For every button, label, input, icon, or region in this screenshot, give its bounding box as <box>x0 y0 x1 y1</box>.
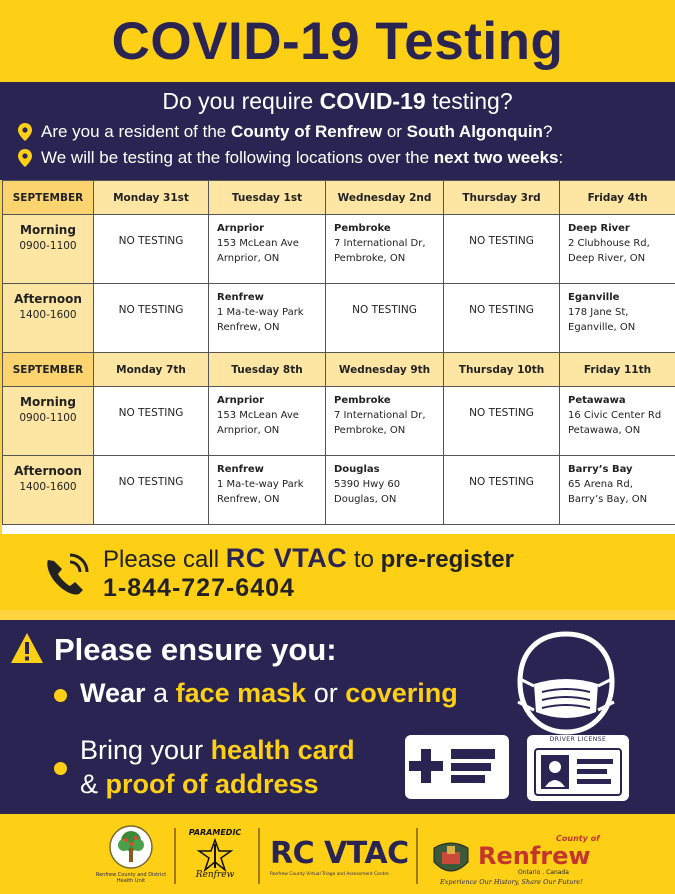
location-cell <box>209 215 326 284</box>
license-label: DRIVER LICENSE <box>549 736 607 743</box>
slot-time: 1400-1600 <box>19 309 77 321</box>
no-testing-cell: NO TESTING <box>444 284 560 353</box>
location-name: Douglas <box>334 464 380 475</box>
location-address: 65 Arena Rd, <box>568 479 633 490</box>
location-cell <box>326 215 444 284</box>
location-cell <box>326 387 444 456</box>
location-city: Renfrew, ON <box>217 494 280 505</box>
location-city: Petawawa, ON <box>568 425 641 436</box>
location-name: Eganville <box>568 292 620 303</box>
location-name: Deep River <box>568 223 630 234</box>
renfrew-logo-text: Renfrew <box>478 842 591 870</box>
location-city: Pembroke, ON <box>334 253 406 264</box>
mask-requirement: Wear a face mask or covering <box>80 678 458 708</box>
phone-icon <box>42 552 92 598</box>
day-header: Monday 31st <box>94 181 209 215</box>
location-name: Barry’s Bay <box>568 464 633 475</box>
location-name: Pembroke <box>334 395 391 406</box>
location-name: Renfrew <box>217 292 264 303</box>
location-address: 16 Civic Center Rd <box>568 410 662 421</box>
location-city: Barry’s Bay, ON <box>568 494 648 505</box>
ensure-block <box>0 620 675 814</box>
slot-time: 1400-1600 <box>19 481 77 493</box>
day-header: Thursday 10th <box>444 353 560 387</box>
location-city: Renfrew, ON <box>217 322 280 333</box>
location-name: Arnprior <box>217 395 265 406</box>
day-header: Friday 4th <box>560 181 675 215</box>
month-label: SEPTEMBER <box>3 353 94 387</box>
no-testing-cell: NO TESTING <box>444 456 560 525</box>
slot-name: Morning <box>20 223 76 237</box>
location-pin-icon <box>18 123 32 141</box>
location-name: Petawawa <box>568 395 626 406</box>
schedule-table <box>2 180 675 525</box>
afternoon-row <box>3 284 675 353</box>
health-unit-logo <box>108 824 154 870</box>
day-header: Friday 11th <box>560 353 675 387</box>
slot-label <box>3 284 94 353</box>
slot-time: 0900-1100 <box>19 240 77 252</box>
testing-locations-note: We will be testing at the following locations over the next two weeks : <box>18 148 563 168</box>
afternoon-row <box>3 456 675 525</box>
location-cell <box>209 284 326 353</box>
slot-label <box>3 215 94 284</box>
id-card-icon <box>525 733 631 803</box>
location-address: 5390 Hwy 60 <box>334 479 401 490</box>
no-testing-cell: NO TESTING <box>444 215 560 284</box>
slot-label <box>3 456 94 525</box>
no-testing-cell: NO TESTING <box>94 387 209 456</box>
day-header: Wednesday 9th <box>326 353 444 387</box>
slot-name: Afternoon <box>14 464 82 478</box>
day-header: Tuesday 1st <box>209 181 326 215</box>
question-heading: Do you require COVID-19 testing? <box>162 88 513 114</box>
location-cell <box>560 456 675 525</box>
bullet-icon <box>54 762 67 775</box>
schedule-header-row <box>3 353 675 387</box>
day-header: Tuesday 8th <box>209 353 326 387</box>
health-unit-name: Renfrew County and District Health Unit <box>95 872 167 884</box>
driver-license-icon <box>525 733 631 803</box>
no-testing-cell: NO TESTING <box>94 215 209 284</box>
morning-row <box>3 387 675 456</box>
ontario-canada: Ontario . Canada <box>518 869 569 876</box>
warning-icon <box>10 632 44 664</box>
question-block <box>0 82 675 180</box>
location-name: Renfrew <box>217 464 264 475</box>
county-slogan: Experience Our History, Share Our Future! <box>440 878 583 886</box>
resident-question: Are you a resident of the County of Renfrew or South Algonquin ? <box>18 122 552 142</box>
location-city: Arnprior, ON <box>217 253 280 264</box>
county-of-label: County of <box>556 834 600 843</box>
morning-row <box>3 215 675 284</box>
day-header: Wednesday 2nd <box>326 181 444 215</box>
testing-schedule <box>2 180 675 534</box>
location-address: 153 McLean Ave <box>217 238 299 249</box>
slot-time: 0900-1100 <box>19 412 77 424</box>
location-address: 7 International Dr, <box>334 410 426 421</box>
no-testing-cell: NO TESTING <box>94 456 209 525</box>
no-testing-cell: NO TESTING <box>326 284 444 353</box>
location-cell <box>326 456 444 525</box>
day-header: Monday 7th <box>94 353 209 387</box>
location-city: Pembroke, ON <box>334 425 406 436</box>
location-address: 153 McLean Ave <box>217 410 299 421</box>
paramedic-star-logo <box>194 838 236 872</box>
location-cell <box>209 456 326 525</box>
divider <box>416 828 418 884</box>
slot-name: Afternoon <box>14 292 82 306</box>
county-crest-logo <box>430 836 472 880</box>
location-name: Pembroke <box>334 223 391 234</box>
call-banner <box>0 534 675 610</box>
location-address: 178 Jane St, <box>568 307 629 318</box>
bullet-icon <box>54 689 67 702</box>
location-city: Douglas, ON <box>334 494 397 505</box>
location-city: Arnprior, ON <box>217 425 280 436</box>
health-card-icon <box>403 733 511 801</box>
month-label: SEPTEMBER <box>3 181 94 215</box>
location-cell <box>560 284 675 353</box>
vtac-sub: Renfrew County Virtual Triage and Assessment Centre <box>270 872 389 877</box>
location-cell <box>560 387 675 456</box>
location-name: Arnprior <box>217 223 265 234</box>
schedule-header-row <box>3 181 675 215</box>
no-testing-cell: NO TESTING <box>94 284 209 353</box>
vtac-logo: RC VTAC <box>270 836 409 871</box>
location-city: Deep River, ON <box>568 253 646 264</box>
location-pin-icon <box>18 149 32 167</box>
divider <box>174 828 176 884</box>
face-mask-icon <box>506 628 626 738</box>
paramedic-sub: Renfrew <box>195 870 235 880</box>
location-cell <box>209 387 326 456</box>
call-line: Please call RC VTAC to pre-register <box>103 543 514 573</box>
location-address: 7 International Dr, <box>334 238 426 249</box>
title-banner <box>0 0 675 82</box>
footer-logos <box>0 814 675 894</box>
no-testing-cell: NO TESTING <box>444 387 560 456</box>
ensure-heading: Please ensure you: <box>54 632 337 667</box>
slot-label <box>3 387 94 456</box>
card-requirement: Bring your health card & proof of address <box>80 735 355 799</box>
slot-name: Morning <box>20 395 76 409</box>
paramedic-label: PARAMEDIC <box>188 828 242 837</box>
location-address: 1 Ma-te-way Park <box>217 479 304 490</box>
location-address: 1 Ma-te-way Park <box>217 307 304 318</box>
day-header: Thursday 3rd <box>444 181 560 215</box>
divider <box>258 828 260 884</box>
location-city: Eganville, ON <box>568 322 636 333</box>
location-cell <box>560 215 675 284</box>
location-address: 2 Clubhouse Rd, <box>568 238 650 249</box>
page-title: COVID-19 Testing <box>111 11 564 71</box>
phone-number[interactable]: 1-844-727-6404 <box>103 574 295 602</box>
